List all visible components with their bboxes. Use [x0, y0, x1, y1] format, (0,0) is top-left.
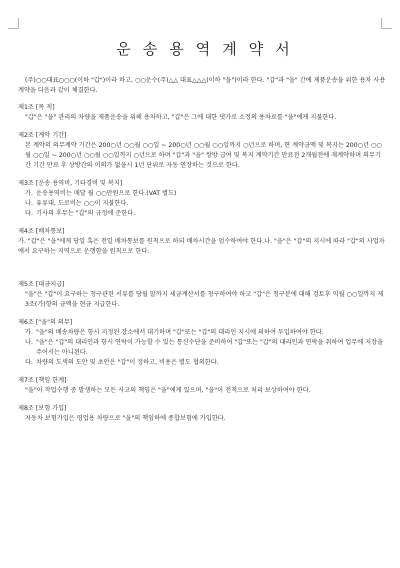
article-paragraph: 본 계약의 의무계약 기간은 200○년 ○○월 ○○일 ~ 200○년 ○○월 ○○일까지 ○년으로 하며, 현 계약금액 및 복지는 200○년 ○○월 ○○일 ~ 200○년 ○○월 ○○일까지 ○년으로 하며 "갑"과 "을" 쌍방 급여 및 복지 계약기간 만료전 2개월전에 재계약하며 의무기간 기간 만료 후 상방간의 이의가 없을시 1년 단위로 자동 연장하는 것으로 한다.	[25, 142, 382, 169]
article-6	[18, 318, 390, 368]
list-marker: 다.	[25, 359, 33, 366]
list-marker: 나.	[25, 339, 33, 346]
list-item	[25, 209, 390, 219]
article-heading: 제5조 [대금지급]	[18, 281, 65, 288]
article-4	[18, 227, 390, 257]
list-item	[25, 189, 390, 199]
list-marker: 나.	[25, 200, 33, 207]
document-body	[18, 38, 390, 432]
document-title: 운송용역계약서	[116, 40, 302, 58]
article-paragraph: "을"은 "갑"이 요구하는 청구관련 서류를 당월 말까지 세금계산서를 청구하여야 하고 "갑"은 청구분에 대해 검토후 익월 ○○일까지 제3조(가)항의 금액을 현금 지급한다.	[25, 291, 384, 308]
list-text: 유류대, 도로비는 ○○이 지불한다.	[36, 200, 129, 207]
article-3	[18, 179, 390, 219]
article-heading: 제4조 [배차통보]	[18, 228, 65, 235]
article-8	[18, 404, 390, 424]
list-item	[25, 358, 390, 368]
list-text: 차량의 도색의 도안 및 초안은 "갑"이 정하고, 비용은 별도 협의한다.	[36, 359, 219, 366]
article-heading: 제3조 [운송 용역비, 기타경비 및 복지]	[18, 180, 123, 187]
article-heading: 제7조 [책임 한계]	[18, 377, 67, 384]
crop-mark-top-right	[381, 18, 392, 29]
article-paragraph: 가. "갑"은 "을"에게 당일 혹은 전일 배차통보를 원칙으로 하되 배차시간을 엄수하여야 한다.나. "을"은 "갑"의 지시에 따라 "갑"의 사업자에서 요구하는 지역으로 운행함을 원칙으로 한다.	[18, 238, 385, 255]
list-item	[25, 328, 390, 338]
list-text: "을"의 배송차량은 항시 지정된 장소에서 대기하며 "갑"또는 "갑"의 대리인 지시에 의하여 투입하여야 한다.	[36, 329, 324, 336]
list-marker: 가.	[25, 190, 33, 197]
list-text: 기사의 후무는 "갑"의 규정에 준한다.	[36, 210, 136, 217]
list-marker: 가.	[25, 329, 33, 336]
article-heading: 제2조 [계약 기간]	[18, 132, 67, 139]
article-5	[18, 280, 390, 310]
list-item	[25, 338, 390, 358]
article-paragraph: "갑"은 "을" 관리의 차량을 제품운송을 위해 용차하고, "갑"은 그에 대한 댓가로 소정의 용차료를 "을"에게 지불한다.	[25, 114, 337, 121]
article-2	[18, 131, 390, 171]
article-7	[18, 376, 390, 396]
list-marker: 다.	[25, 210, 33, 217]
list-item	[25, 199, 390, 209]
article-1	[18, 103, 390, 123]
article-heading: 제1조 [목 적]	[18, 104, 55, 111]
article-paragraph: 자동차 보험가입은 영업용 차량으로 "을"의 책임하에 종합보험에 가입한다.	[25, 415, 226, 422]
section-gap	[18, 265, 390, 280]
list-text: "을"은 "갑"의 대리인과 항시 연락이 가능할 수 있는 통신수단을 준비하여 "갑"또는 "갑"의 대리인과 연락을 취하여 업무에 지장을 주어서는 아니된다.	[36, 339, 384, 356]
list-text: 운송용역비는 매달 월 ○○만원으로 한다.(VAT 별도)	[36, 190, 177, 197]
intro-paragraph: (주)○○대표○○○(이하 "갑")이라 하고, ○○운수(주)△△ 대표△△△(이하 "을")이라 한다. "갑"과 "을" 간에 제품운송을 위한 용차 사용계약을 다음과 같이 체결한다.	[18, 77, 386, 94]
article-heading: 제8조 [보험 가입]	[18, 405, 67, 412]
article-heading: 제6조 ["을"의 의무]	[18, 319, 73, 326]
article-paragraph: "을"이 작업수행 중 발생하는 모든 사고의 책임은 "을"에게 있으며, "을"이 전적으로 처리 보상하여야 한다.	[25, 387, 311, 394]
crop-mark-top-left	[8, 18, 19, 29]
